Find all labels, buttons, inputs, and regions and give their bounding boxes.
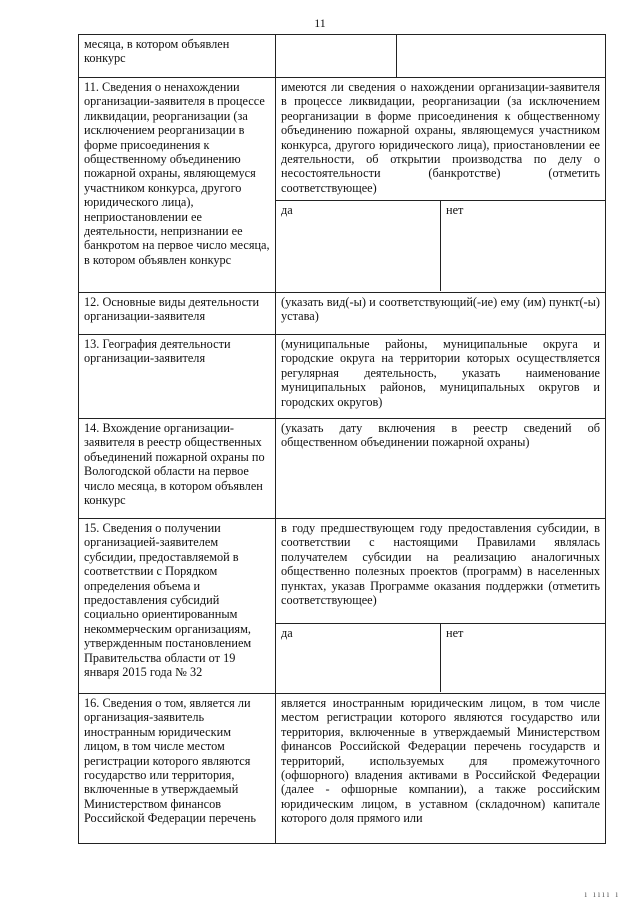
row-label: 14. Вхождение организации-заявителя в реестр общественных объединений пожарной охраны по Вологодской области на первое число месяца, в котором объявлен конкурс: [79, 419, 276, 519]
page-number: 11: [314, 16, 326, 30]
row-value: (указать дату включения в реестр сведений об общественном объединении пожарной охраны): [276, 419, 606, 519]
row-value-cell: [276, 35, 606, 78]
row-value: (указать вид(-ы) и соответствующий(-ие) ему (им) пункт(-ы) устава): [276, 293, 606, 335]
table-row: [79, 419, 606, 519]
table-row: [79, 293, 606, 335]
row-value-cell: [276, 519, 606, 694]
table-row: [79, 519, 606, 694]
table-row: [79, 335, 606, 419]
answer-yes-cell[interactable]: [276, 624, 441, 692]
row-value: (муниципальные районы, муниципальные округа и городские округа на территории которых осуществляется регулярная деятельность, указать наименование муниципальных районов, муниципальных округов и городских округов): [276, 335, 606, 419]
empty-cell: [276, 35, 397, 77]
form-table: [78, 34, 606, 844]
table-row: [79, 35, 606, 78]
row-value: в году предшествующем году предоставления субсидии, в соответствии с настоящими Правилами являлась получателем субсидии на реализацию аналогичных общественно полезных проектов (программ) в населенных пунктах, указав Программе оказания поддержки (отметить соответствующее): [281, 521, 600, 608]
answer-no-cell[interactable]: [441, 201, 606, 291]
answer-yes-cell[interactable]: [276, 201, 441, 291]
row-value: является иностранным юридическим лицом, в том числе местом регистрации которого являются государство или территория, включенные в утверждаемый Министерством финансов Российской Федерации перечень государств и территорий, используемых для промежуточного (офшорного) владения активами в Российской Федерации (далее - офшорные компании), а также российским юридическим лицом, в уставном (складочном) капитале которого доля прямого или: [276, 694, 606, 844]
row-label: месяца, в котором объявлен конкурс: [79, 35, 276, 78]
answer-yes-label: да: [281, 203, 293, 217]
row-label: 16. Сведения о том, является ли организация-заявитель иностранным юридическим лицом, в том числе местом регистрации которого являются государство или территория, включенные в утверждаемый Министерством финансов Российской Федерации перечень: [79, 694, 276, 844]
empty-cell: [397, 35, 606, 77]
row-label: 13. География деятельности организации-заявителя: [79, 335, 276, 419]
answer-yes-label: да: [281, 626, 293, 640]
row-label: 15. Сведения о получении организацией-заявителем субсидии, предоставляемой в соответствии с Порядком определения объема и предоставления субсидий социально ориентированным некоммерческим организациям, утвержденным постановлением Правительства области от 19 января 2015 года № 32: [79, 519, 276, 694]
answer-no-label: нет: [446, 626, 464, 640]
scan-marks: ı ıııı ı: [584, 889, 620, 899]
row-label: 12. Основные виды деятельности организации-заявителя: [79, 293, 276, 335]
row-label: 11. Сведения о ненахождении организации-заявителя в процессе ликвидации, реорганизации (за исключением реорганизации в форме присоединения к общественному объединению пожарной охраны, являющемуся участником конкурса, другого юридического лица), неприостановлении ее деятельности, непризнании ее банкротом на первое число месяца, в котором объявлен конкурс: [79, 78, 276, 293]
row-value-cell: [276, 78, 606, 293]
answer-no-label: нет: [446, 203, 464, 217]
row-value: имеются ли сведения о нахождении организации-заявителя в процессе ликвидации, реорганизации (за исключением реорганизации в форме присоединения к общественному объединению пожарной охраны, являющемуся участником конкурса, другого юридического лица), приостановлении ее деятельности, об открытии производства по делу о несостоятельности (банкротстве) (отметить соответствующее): [281, 80, 600, 195]
table-row: [79, 694, 606, 844]
table-row: [79, 78, 606, 293]
answer-no-cell[interactable]: [441, 624, 606, 692]
